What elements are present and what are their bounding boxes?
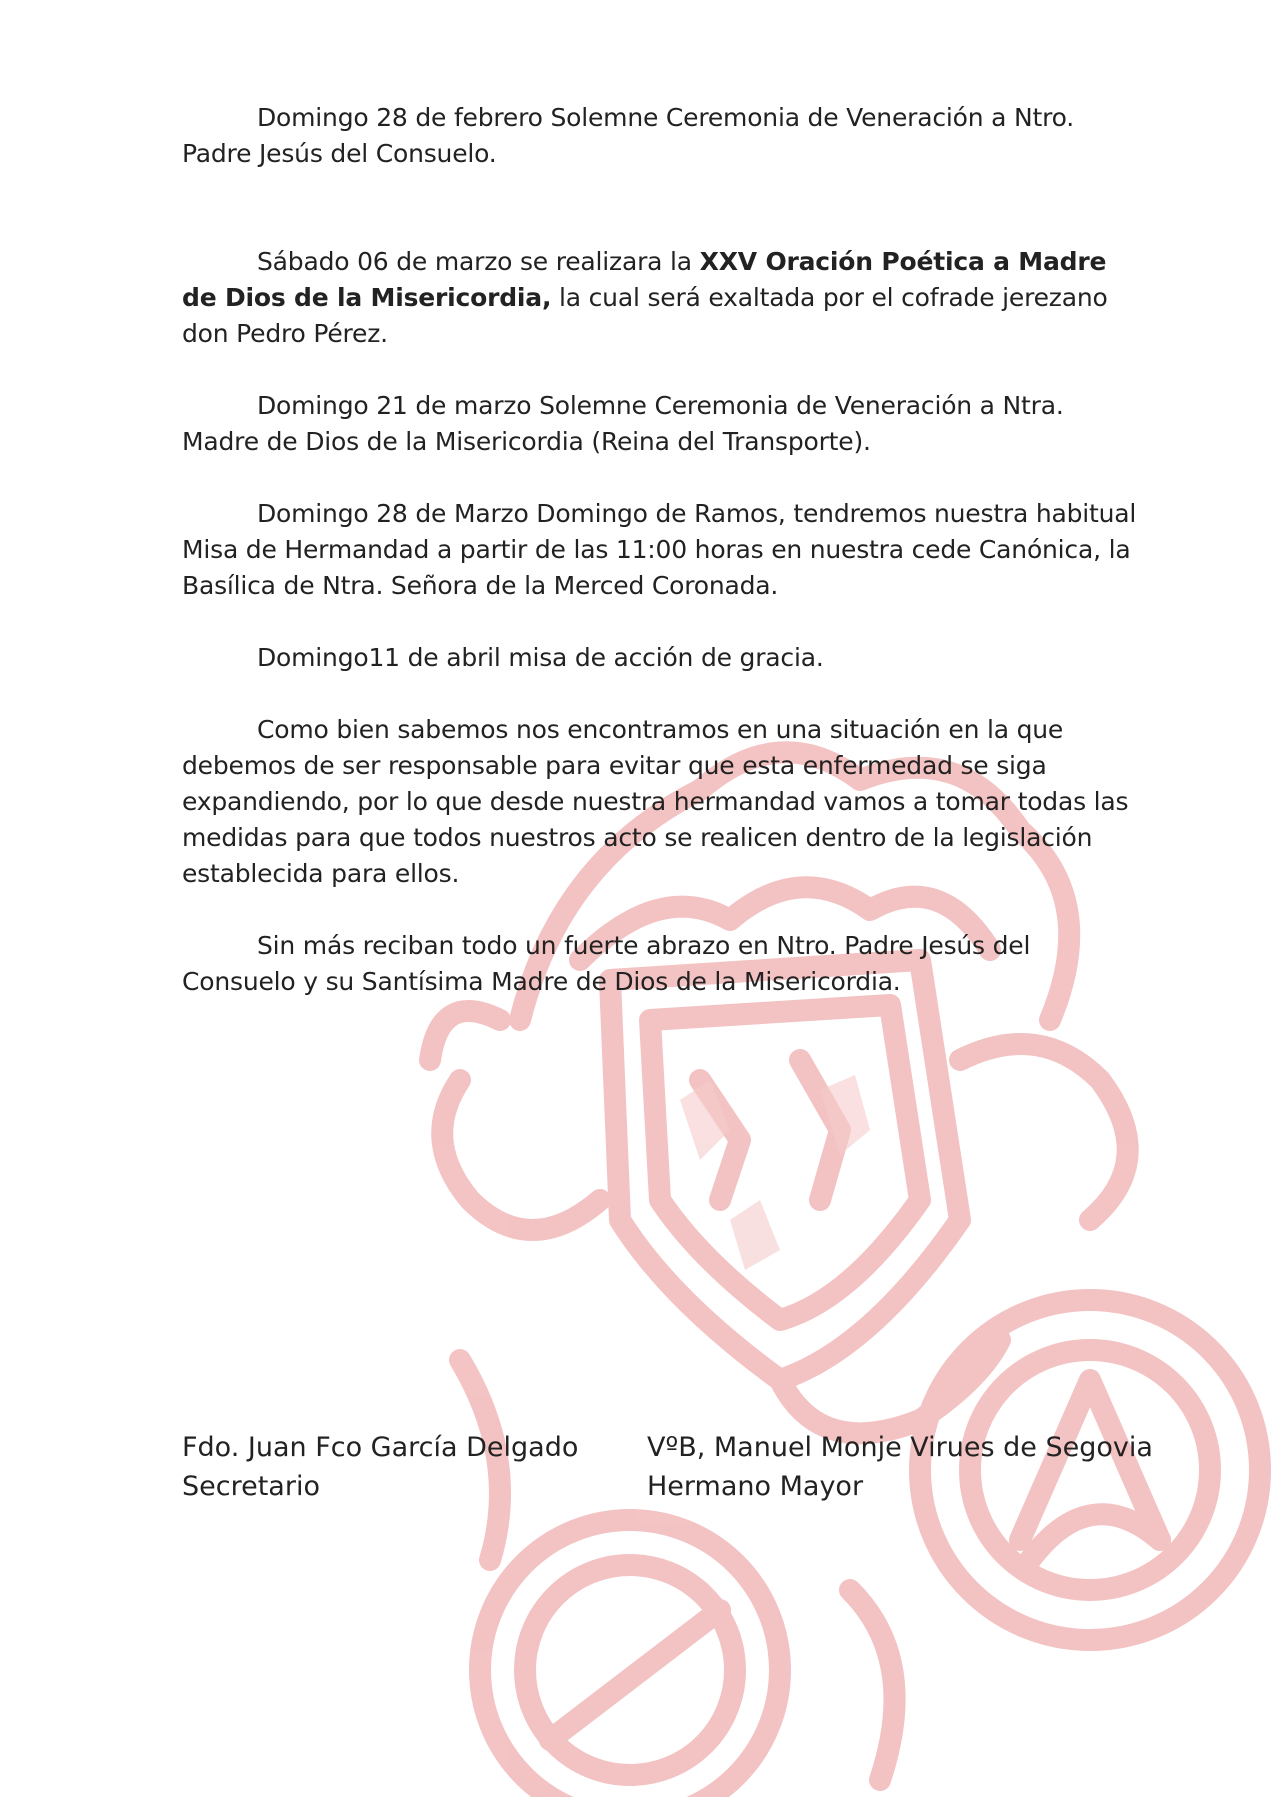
paragraph-domingo-ramos: Domingo 28 de Marzo Domingo de Ramos, tendremos nuestra habitual Misa de Hermandad a partir de las 11:00 horas en nuestra cede Canónica, la Basílica de Ntra. Señora de la Merced Coronada. [182,499,1137,600]
paragraph-poetic-prayer [182,244,1147,352]
poetic-prayer-intro: Sábado 06 de marzo se realizara la [257,247,700,276]
signature-secretary [182,1428,578,1506]
hermano-mayor-name: VºB, Manuel Monje Virues de Segovia [647,1432,1153,1463]
paragraph-veneration-madre: Domingo 21 de marzo Solemne Ceremonia de Veneración a Ntra. Madre de Dios de la Misericordia (Reina del Transporte). [182,391,1064,456]
signature-hermano-mayor [647,1428,1153,1506]
letter-body [182,100,1147,1036]
paragraph-closing: Sin más reciban todo un fuerte abrazo en Ntro. Padre Jesús del Consuelo y su Santísima Madre de Dios de la Misericordia. [182,931,1031,996]
secretary-name: Fdo. Juan Fco García Delgado [182,1432,579,1463]
paragraph-veneration-jesus: Domingo 28 de febrero Solemne Ceremonia de Veneración a Ntro. Padre Jesús del Consuelo. [182,103,1074,168]
paragraph-thanksgiving-mass: Domingo11 de abril misa de acción de gracia. [257,643,824,672]
paragraph-health-measures: Como bien sabemos nos encontramos en una situación en la que debemos de ser responsable para evitar que esta enfermedad se siga expandiendo, por lo que desde nuestra hermandad vamos a tomar todas las medidas para que todos nuestros acto se realicen dentro de la legislación establecida para ellos. [182,715,1129,888]
secretary-role: Secretario [182,1471,320,1502]
hermano-mayor-role: Hermano Mayor [647,1471,864,1502]
poetic-prayer-rest: la cual será exaltada por el cofrade jerezano don Pedro Pérez. [182,283,1108,348]
poetic-prayer-title: XXV Oración Poética a Madre de Dios de la Misericordia, [182,247,1107,312]
